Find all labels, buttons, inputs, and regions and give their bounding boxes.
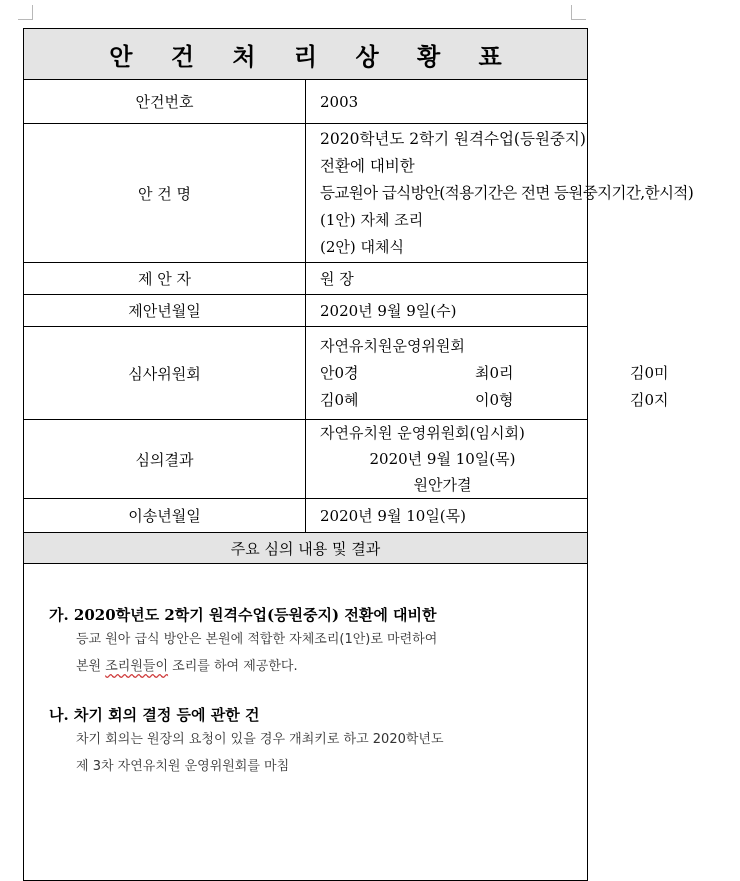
committee-member: 김0지: [630, 390, 669, 409]
agenda-status-table: [23, 28, 694, 881]
committee-value: [306, 327, 669, 420]
committee-members: [320, 360, 669, 414]
committee-member: 최0리: [475, 363, 514, 382]
agenda-name-line: 2020학년도 2학기 원격수업(등원중지) 전환에 대비한: [320, 129, 586, 175]
section-title: 주요 심의 내용 및 결과: [24, 533, 588, 564]
result-line: 원안가결: [413, 476, 472, 494]
committee-member: 김0미: [630, 363, 669, 382]
committee-member: 안0경: [320, 363, 359, 382]
agenda-name-line: (2안) 대체식: [320, 237, 404, 256]
proposal-date-label: 제안년월일: [24, 295, 306, 327]
title-cell: [24, 29, 588, 80]
agenda-name-value: [306, 124, 694, 263]
result-label: 심의결과: [24, 420, 306, 499]
agenda-number-value: 2003: [306, 80, 588, 124]
item-text: 차기 회의는 원장의 요청이 있을 경우 개최키로 하고 2020학년도: [76, 732, 444, 747]
item-text: 등교 원아 급식 방안은 본원에 적합한 자체조리(1안)로 마련하여: [76, 632, 438, 647]
document-title: 안 건 처 리 상 황 표: [109, 41, 517, 71]
committee-member: 김0혜: [320, 390, 359, 409]
proposer-label: 제 안 자: [24, 263, 306, 295]
transfer-date-value: 2020년 9월 10일(목): [306, 499, 588, 533]
page-corner-mark-left: [18, 5, 33, 20]
item-heading: 가. 2020학년도 2학기 원격수업(등원중지) 전환에 대비한: [49, 606, 437, 624]
agenda-name-line: 등교원아 급식방안(적용기간은 전면 등원중지기간,한시적): [320, 183, 694, 202]
proposal-date-value: 2020년 9월 9일(수): [306, 295, 588, 327]
item-heading: 나. 차기 회의 결정 등에 관한 건: [49, 706, 260, 724]
page-corner-mark-right: [571, 5, 586, 20]
spellcheck-marked-word: 조리원들이: [105, 659, 169, 674]
result-line: 자연유치원 운영위원회(임시회): [320, 424, 525, 442]
result-value: [306, 420, 588, 499]
committee-label: 심사위원회: [24, 327, 306, 420]
committee-name: 자연유치원운영위원회: [320, 336, 465, 355]
result-line: 2020년 9월 10일(목): [369, 450, 516, 468]
agenda-name-line: (1안) 자체 조리: [320, 210, 424, 229]
committee-member: 이0형: [475, 390, 514, 409]
transfer-date-label: 이송년월일: [24, 499, 306, 533]
content-body: [24, 564, 588, 881]
proposer-value: 원 장: [306, 263, 588, 295]
item-text: 제 3차 자연유치원 운영위원회를 마침: [76, 759, 290, 774]
item-text: 본원 조리원들이 조리를 하여 제공한다.: [76, 659, 298, 674]
agenda-name-label: 안 건 명: [24, 124, 306, 263]
agenda-number-label: 안건번호: [24, 80, 306, 124]
